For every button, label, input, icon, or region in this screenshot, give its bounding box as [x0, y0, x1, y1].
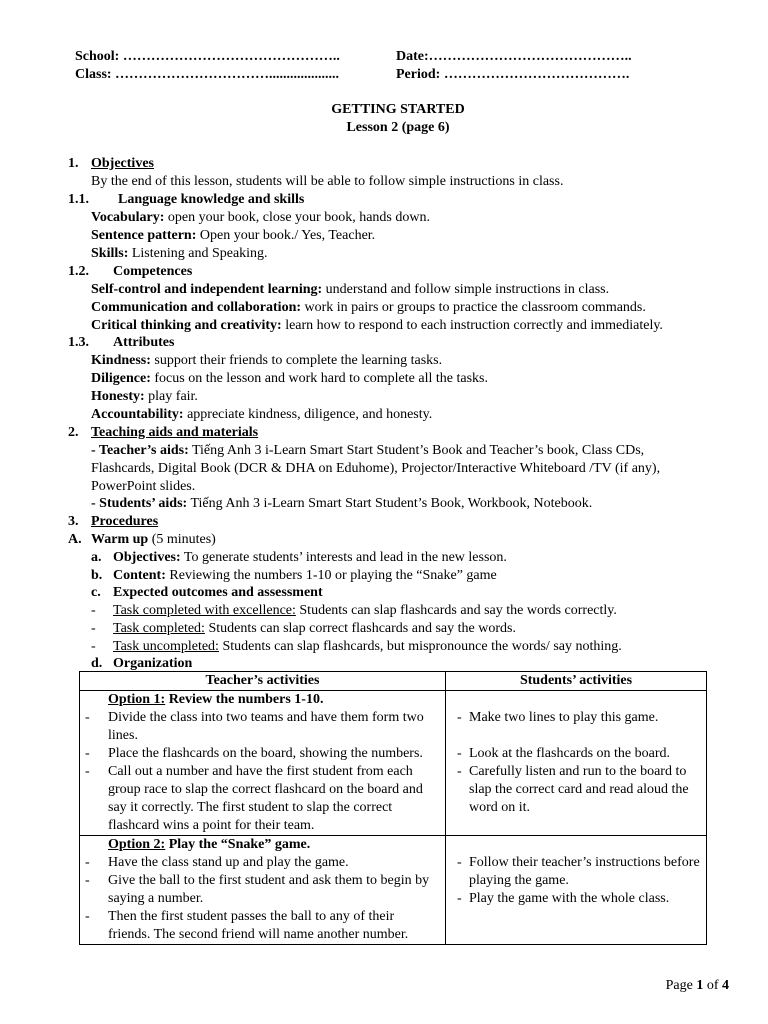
section-1-2-heading: Competences — [113, 264, 193, 279]
section-1-3-number: 1.3. — [68, 335, 89, 350]
attribute-accountability: Accountability: appreciate kindness, diligence, and honesty. — [91, 407, 433, 422]
sentence-pattern-line: Sentence pattern: Open your book./ Yes, Teacher. — [91, 228, 376, 243]
warmup-letter: A. — [68, 532, 82, 547]
activities-table — [79, 671, 707, 945]
outcome-excellence: Task completed with excellence: Students can slap flashcards and say the words correctly. — [113, 603, 617, 618]
warmup-heading: Warm up (5 minutes) — [91, 532, 216, 547]
warmup-a-number: a. — [91, 550, 102, 565]
list-item: - Have the class stand up and play the game. — [85, 855, 349, 870]
warmup-c-number: c. — [91, 585, 101, 600]
class-field: Class: …………………………….................... — [75, 67, 340, 82]
page-subtitle: Lesson 2 (page 6) — [346, 120, 450, 135]
table-header-row — [80, 672, 707, 691]
option-2-title: Option 2: Play the “Snake” game. — [108, 837, 311, 852]
attribute-kindness: Kindness: support their friends to complete the learning tasks. — [91, 353, 443, 368]
competence-self-control: Self-control and independent learning: understand and follow simple instructions in class. — [91, 282, 610, 297]
list-item: - Place the flashcards on the board, showing the numbers. — [85, 746, 423, 761]
section-2-number: 2. — [68, 425, 79, 440]
section-1-heading: Objectives — [91, 156, 154, 171]
students-activities-header: Students’ activities — [446, 672, 707, 691]
list-item: - Call out a number and have the first student from each group race to slap the correct flashcard on the board and say it correctly. The first student to slap the correct flashcard wins a point for their team. — [85, 764, 423, 833]
outcome-uncompleted: Task uncompleted: Students can slap flashcards, but mispronounce the words/ say nothing. — [113, 639, 622, 654]
section-1-1-heading: Language knowledge and skills — [118, 192, 305, 207]
warmup-content: Content: Reviewing the numbers 1-10 or playing the “Snake” game — [113, 568, 497, 583]
list-item: - Then the first student passes the ball to any of their friends. The second friend will name another number. — [85, 909, 409, 942]
section-3-heading: Procedures — [91, 514, 159, 529]
teachers-aids-line-3: PowerPoint slides. — [91, 479, 196, 494]
warmup-expected-outcomes: Expected outcomes and assessment — [113, 585, 323, 600]
section-2-heading: Teaching aids and materials — [91, 425, 259, 440]
outcome-dash: - — [91, 621, 96, 636]
teachers-aids-line-1: - Teacher’s aids: Tiếng Anh 3 i-Learn Smart Start Student’s Book and Teacher’s book, Class CDs, — [91, 443, 645, 458]
students-aids-line: - Students’ aids: Tiếng Anh 3 i-Learn Smart Start Student’s Book, Workbook, Notebook. — [91, 496, 593, 511]
list-item: - Look at the flashcards on the board. — [457, 746, 670, 761]
objectives-intro: By the end of this lesson, students will be able to follow simple instructions in class. — [91, 174, 564, 189]
section-1-3-heading: Attributes — [113, 335, 175, 350]
section-3-number: 3. — [68, 514, 79, 529]
attribute-honesty: Honesty: play fair. — [91, 389, 198, 404]
table-row — [80, 836, 707, 945]
students-activities-cell — [446, 836, 707, 945]
list-item: - Give the ball to the first student and ask them to begin by saying a number. — [85, 873, 430, 906]
list-item: - Make two lines to play this game. — [457, 710, 659, 725]
list-item: - Follow their teacher’s instructions before playing the game. — [457, 855, 700, 888]
date-field: Date:…………………………………….. — [396, 49, 632, 64]
outcome-completed: Task completed: Students can slap correct flashcards and say the words. — [113, 621, 516, 636]
section-1-number: 1. — [68, 156, 79, 171]
attribute-diligence: Diligence: focus on the lesson and work hard to complete all the tasks. — [91, 371, 488, 386]
warmup-b-number: b. — [91, 568, 103, 583]
list-item: - Carefully listen and run to the board to slap the correct card and read aloud the word on it. — [457, 764, 689, 815]
period-field: Period: …………………………………. — [396, 67, 630, 82]
section-1-2-number: 1.2. — [68, 264, 89, 279]
list-item: - Divide the class into two teams and have them form two lines. — [85, 710, 424, 743]
table-row — [80, 691, 707, 836]
competence-communication: Communication and collaboration: work in pairs or groups to practice the classroom commands. — [91, 300, 646, 315]
teacher-activities-cell — [80, 836, 446, 945]
warmup-organization: Organization — [113, 656, 193, 671]
outcome-dash: - — [91, 603, 96, 618]
warmup-d-number: d. — [91, 656, 103, 671]
option-1-title: Option 1: Review the numbers 1-10. — [108, 692, 324, 707]
students-activities-cell — [446, 691, 707, 836]
page-number: Page 1 of 4 — [665, 978, 729, 993]
vocabulary-line: Vocabulary: open your book, close your book, hands down. — [91, 210, 430, 225]
skills-line: Skills: Listening and Speaking. — [91, 246, 268, 261]
outcome-dash: - — [91, 639, 96, 654]
page-title: GETTING STARTED — [331, 102, 465, 117]
teacher-activities-header: Teacher’s activities — [80, 672, 446, 691]
teachers-aids-line-2: Flashcards, Digital Book (DCR & DHA on Eduhome), Projector/Interactive Whiteboard /TV (if any), — [91, 461, 661, 476]
warmup-objectives: Objectives: To generate students’ interests and lead in the new lesson. — [113, 550, 507, 565]
competence-critical-thinking: Critical thinking and creativity: learn how to respond to each instruction correctly and immediately. — [91, 318, 663, 333]
teacher-activities-cell — [80, 691, 446, 836]
list-item: - Play the game with the whole class. — [457, 891, 670, 906]
school-field: School: ……………………………………….. — [75, 49, 340, 64]
section-1-1-number: 1.1. — [68, 192, 89, 207]
